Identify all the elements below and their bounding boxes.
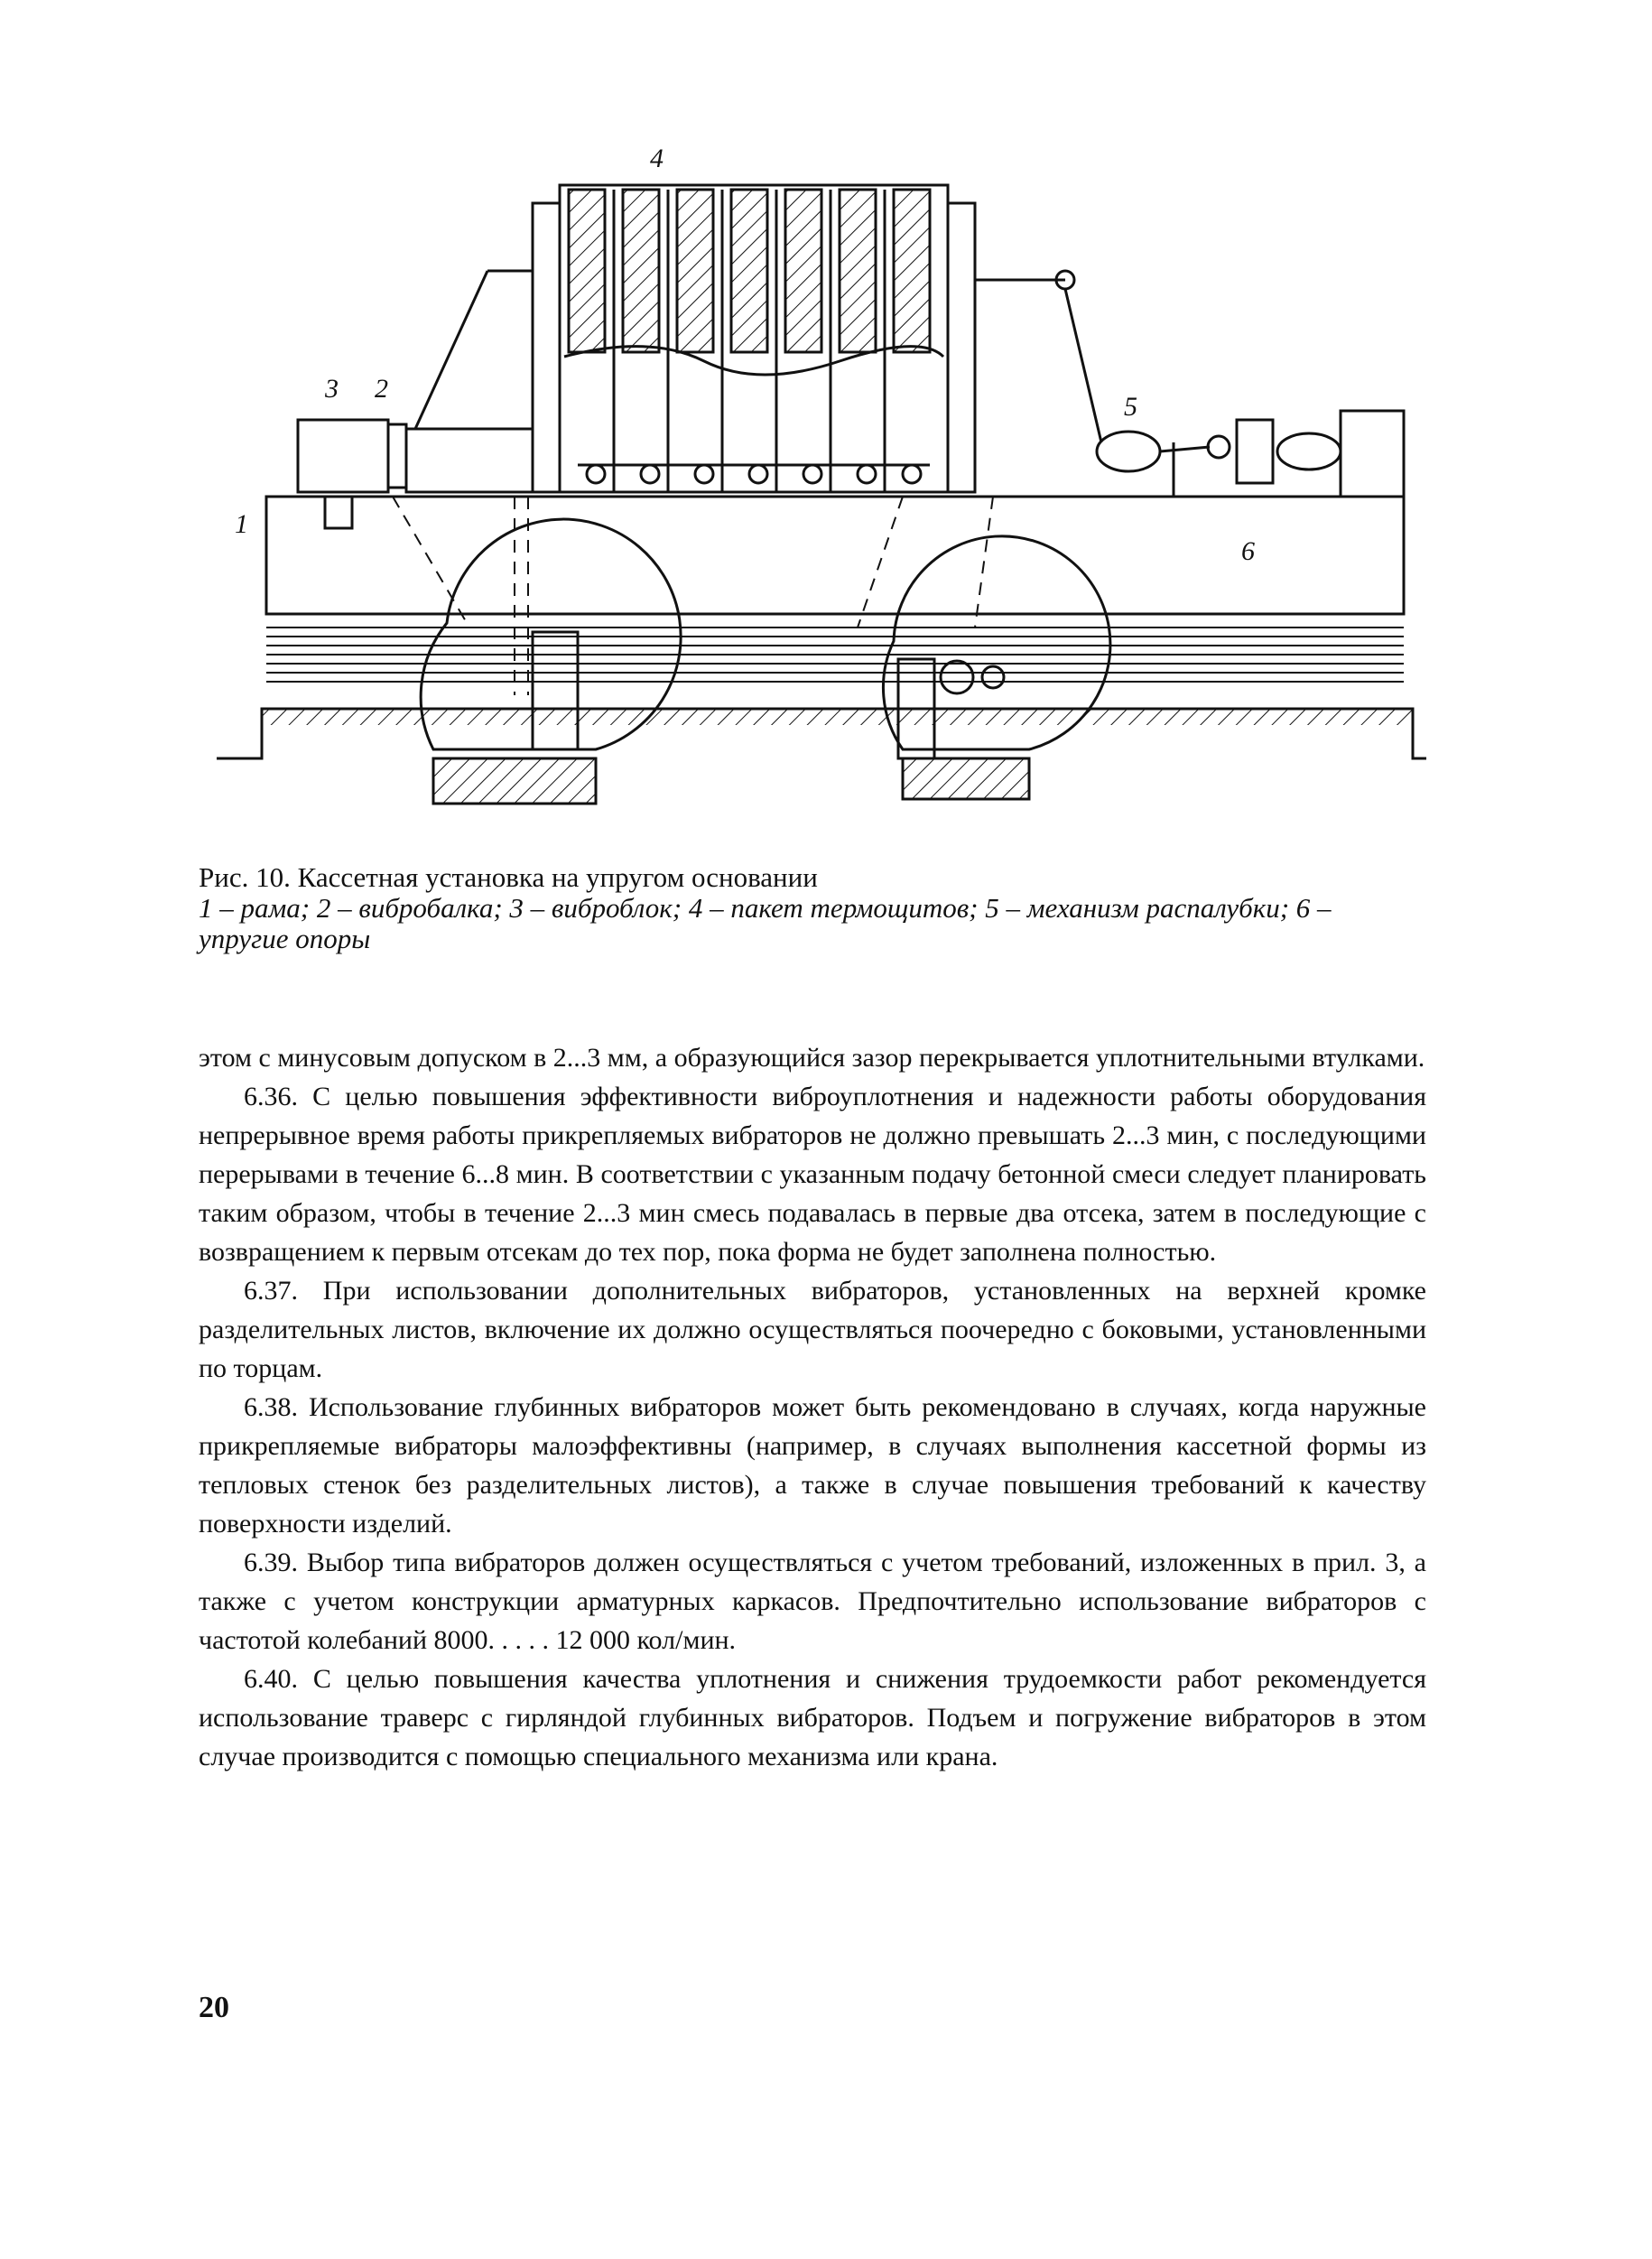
- paragraph: 6.39. Выбор типа вибраторов должен осуществляться с учетом требований, изложенных в прил. 3, а также с учетом конструкции арматурных каркасов. Предпочтительно использование вибраторов с частотой колебаний 8000. . . . . 12 000 кол/мин.: [199, 1548, 1426, 1655]
- label-6: 6: [1241, 536, 1255, 566]
- detail-circle-right: [883, 536, 1109, 799]
- paragraph: этом с минусовым допуском в 2...3 мм, а образующийся зазор перекрывается уплотнительными втулками.: [199, 1043, 1425, 1073]
- paragraph: 6.38. Использование глубинных вибраторов может быть рекомендовано в случаях, когда наружные прикрепляемые вибраторы малоэффективны (например, в случаях выполнения кассетной формы из тепловых стенок без разделительных листов), а также в случае повышения требований к качеству поверхности изделий.: [199, 1392, 1426, 1539]
- projection-lines: [393, 497, 993, 695]
- label-3: 3: [325, 374, 339, 404]
- caption-legend: 1 – рама; 2 – вибробалка; 3 – виброблок; 4 – пакет термощитов; 5 – механизм распалубки; 6 – упругие опоры: [199, 892, 1332, 954]
- label-5: 5: [1124, 392, 1137, 422]
- paragraph: 6.37. При использовании дополнительных вибраторов, установленных на верхней кромке разделительных листов, включение их должно осуществляться поочередно с боковыми, установленными по торцам.: [199, 1276, 1426, 1383]
- cassette-installation-figure: [199, 135, 1426, 849]
- caption-title: Рис. 10. Кассетная установка на упругом основании: [199, 861, 818, 893]
- stripping-mechanism: [975, 271, 1404, 497]
- paragraph: 6.40. С целью повышения качества уплотнения и снижения трудоемкости работ рекомендуется использование траверс с гирляндой глубинных вибраторов. Подъем и погружение вибраторов в этом случае производится с помощью специального механизма или крана.: [199, 1664, 1426, 1771]
- page-number: 20: [199, 1991, 229, 2024]
- label-4: 4: [650, 144, 664, 173]
- rollers: [578, 465, 930, 483]
- paragraph: 6.36. С целью повышения эффективности виброуплотнения и надежности работы оборудования непрерывное время работы прикрепляемых вибраторов не должно превышать 2...3 мин, с последующими перерывами в течение 6...8 мин. В соответствии с указанным подачу бетонной смеси следует планировать таким образом, чтобы в течение 2...3 мин смесь подавалась в первые два отсека, затем в последующие с возвращением к первым отсекам до тех пор, пока форма не будет заполнена полностью.: [199, 1082, 1426, 1267]
- body-text: [199, 1038, 1426, 1776]
- figure-caption: [199, 862, 1426, 954]
- thermal-shield-pack: [533, 185, 975, 492]
- label-1: 1: [235, 509, 248, 539]
- frame-body: [266, 497, 1404, 614]
- label-2: 2: [375, 374, 388, 404]
- detail-circle-left: [421, 519, 681, 804]
